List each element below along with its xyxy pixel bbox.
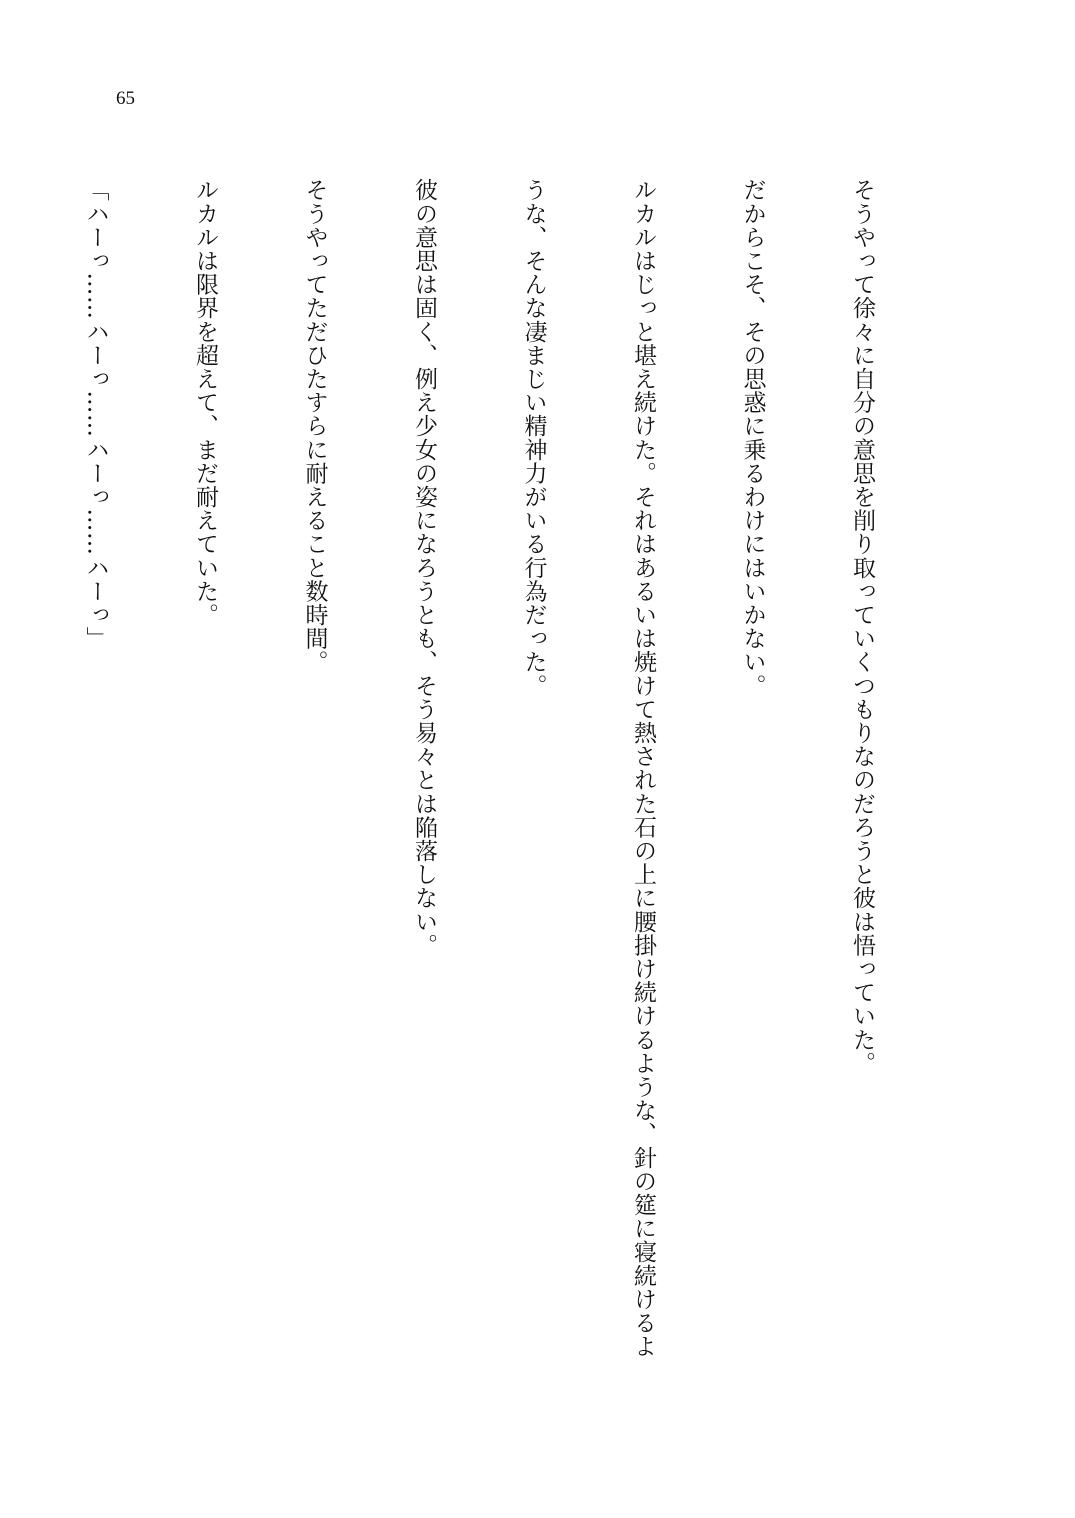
text-line-3: ルカルはじっと堪え続けた。それはあるいは焼けて熱された石の上に腰掛け続けるような、針の筵に寝続けるよ xyxy=(630,178,656,1358)
text-line-7: ルカルは限界を超えて、まだ耐えていた。 xyxy=(192,178,218,627)
text-line-4: うな、そんな凄まじい精神力がいる行為だった。 xyxy=(520,178,547,698)
text-line-6: そうやってただひたすらに耐えること数時間。 xyxy=(301,178,328,674)
text-line-8: 「ハーっ……ハーっ……ハーっ……ハーっ」 xyxy=(82,178,109,650)
text-line-9 xyxy=(0,178,4,1358)
text-line-5: 彼の意思は固く、例え少女の姿になろうとも、そう易々とは陥落しない。 xyxy=(411,178,437,957)
text-line-2: だからこそ、その思惑に乗るわけにはいかない。 xyxy=(739,178,766,698)
text-line-1: そうやって徐々に自分の意思を削り取っていくつもりなのだろうと彼は悟っていた。 xyxy=(849,178,875,1075)
page-number: 65 xyxy=(116,88,135,109)
body-text xyxy=(0,178,953,1358)
